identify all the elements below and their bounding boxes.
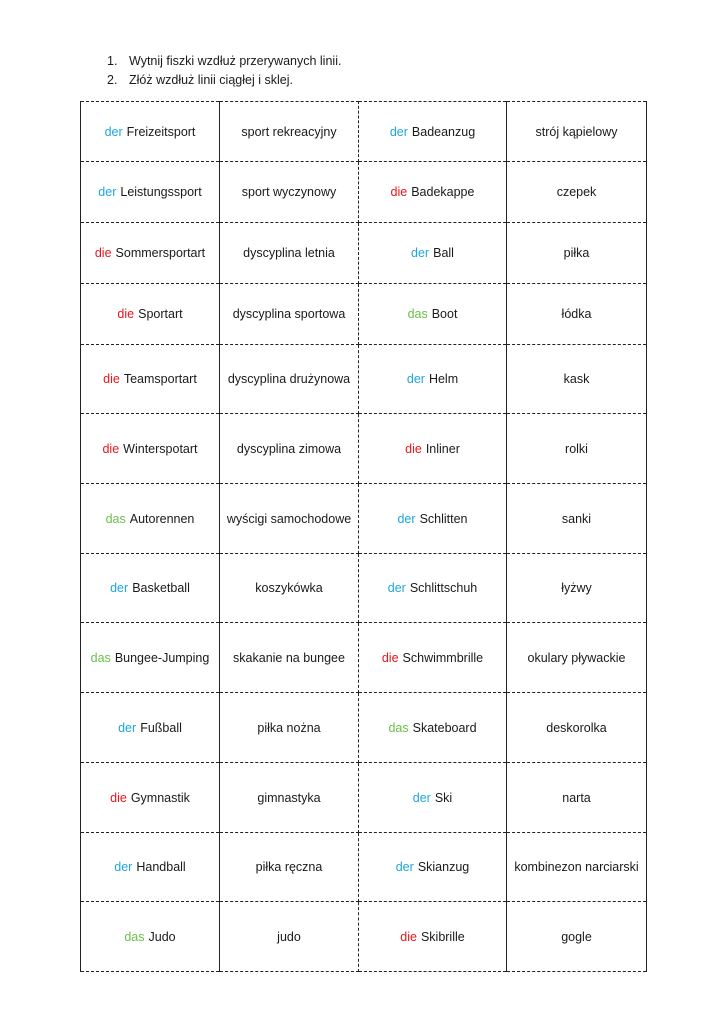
polish-translation-cell: gogle [507, 902, 647, 972]
polish-translation-cell: łyżwy [507, 554, 647, 623]
instruction-number: 2. [107, 73, 118, 87]
article-label: der [387, 581, 406, 595]
article-label: der [110, 581, 129, 595]
instruction-number: 1. [107, 54, 118, 68]
noun-label: Badeanzug [411, 124, 476, 139]
article-label: die [400, 929, 417, 944]
noun-label: Fußball [140, 720, 182, 735]
noun-label: Helm [428, 372, 459, 386]
noun-label: Skianzug [417, 860, 470, 874]
polish-translation-cell: czepek [507, 162, 647, 223]
instruction-item [107, 71, 341, 90]
noun-label: Handball [136, 860, 186, 874]
german-word-cell [81, 902, 220, 972]
noun-label: Judo [148, 929, 176, 944]
article-label: das [105, 511, 126, 526]
german-word-cell [359, 284, 507, 345]
flashcard-row [81, 162, 647, 223]
polish-translation-cell: kombinezon narciarski [507, 833, 647, 902]
german-word-cell [359, 902, 507, 972]
article-label: der [411, 246, 430, 260]
polish-translation-cell: dyscyplina letnia [220, 223, 359, 284]
polish-translation-cell: piłka [507, 223, 647, 284]
instruction-text: Złóż wzdłuż linii ciągłej i sklej. [129, 73, 293, 87]
noun-label: Gymnastik [130, 790, 190, 805]
polish-translation-cell: piłka nożna [220, 693, 359, 763]
noun-label: Winterspotart [123, 441, 198, 456]
german-word-cell [359, 623, 507, 693]
flashcard-row [81, 102, 647, 162]
flashcard-body [81, 102, 647, 972]
noun-label: Sommersportart [115, 246, 206, 260]
noun-label: Ski [434, 790, 453, 805]
german-word-cell [81, 554, 220, 623]
german-word-cell [359, 162, 507, 223]
flashcard-row [81, 693, 647, 763]
german-word-cell [81, 833, 220, 902]
polish-translation-cell: piłka ręczna [220, 833, 359, 902]
flashcard-row [81, 223, 647, 284]
polish-translation-cell: wyścigi samochodowe [220, 484, 359, 554]
flashcard-row [81, 902, 647, 972]
german-word-cell [81, 484, 220, 554]
polish-translation-cell: strój kąpielowy [507, 102, 647, 162]
flashcard-row [81, 554, 647, 623]
flashcard-row [81, 623, 647, 693]
noun-label: Inliner [425, 441, 460, 456]
german-word-cell [81, 102, 220, 162]
noun-label: Leistungssport [120, 185, 202, 199]
polish-translation-cell: deskorolka [507, 693, 647, 763]
flashcard-row [81, 284, 647, 345]
flashcard-row [81, 763, 647, 833]
article-label: der [98, 185, 117, 199]
flashcard-row [81, 345, 647, 414]
polish-translation-cell: dyscyplina sportowa [220, 284, 359, 345]
noun-label: Skateboard [412, 720, 477, 735]
noun-label: Teamsportart [123, 372, 197, 386]
noun-label: Basketball [132, 581, 190, 595]
article-label: der [395, 860, 414, 874]
polish-translation-cell: kask [507, 345, 647, 414]
article-label: der [118, 720, 137, 735]
polish-translation-cell: sanki [507, 484, 647, 554]
article-label: das [124, 929, 145, 944]
german-word-cell [81, 284, 220, 345]
german-word-cell [359, 833, 507, 902]
german-word-cell [81, 414, 220, 484]
article-label: der [397, 511, 416, 526]
polish-translation-cell: sport rekreacyjny [220, 102, 359, 162]
noun-label: Skibrille [420, 929, 465, 944]
article-label: der [114, 860, 133, 874]
noun-label: Ball [433, 246, 454, 260]
polish-translation-cell: łódka [507, 284, 647, 345]
article-label: der [389, 124, 408, 139]
noun-label: Badekappe [411, 185, 475, 199]
german-word-cell [359, 102, 507, 162]
article-label: die [381, 650, 399, 665]
polish-translation-cell: okulary pływackie [507, 623, 647, 693]
flashcard-table [80, 101, 647, 972]
polish-translation-cell: gimnastyka [220, 763, 359, 833]
article-label: die [390, 185, 408, 199]
german-word-cell [359, 763, 507, 833]
polish-translation-cell: dyscyplina drużynowa [220, 345, 359, 414]
noun-label: Schlittschuh [409, 581, 478, 595]
german-word-cell [359, 484, 507, 554]
flashcard-row [81, 833, 647, 902]
german-word-cell [81, 345, 220, 414]
german-word-cell [359, 345, 507, 414]
noun-label: Boot [431, 307, 458, 321]
polish-translation-cell: narta [507, 763, 647, 833]
noun-label: Schwimmbrille [402, 650, 484, 665]
article-label: das [407, 307, 428, 321]
article-label: die [94, 246, 112, 260]
noun-label: Freizeitsport [126, 124, 196, 139]
article-label: die [117, 307, 135, 321]
flashcard-row [81, 484, 647, 554]
article-label: der [406, 372, 425, 386]
article-label: die [110, 790, 127, 805]
article-label: die [102, 441, 120, 456]
noun-label: Autorennen [129, 511, 195, 526]
polish-translation-cell: judo [220, 902, 359, 972]
polish-translation-cell: skakanie na bungee [220, 623, 359, 693]
flashcard-row [81, 414, 647, 484]
polish-translation-cell: sport wyczynowy [220, 162, 359, 223]
article-label: das [90, 650, 111, 665]
polish-translation-cell: dyscyplina zimowa [220, 414, 359, 484]
german-word-cell [81, 162, 220, 223]
german-word-cell [81, 693, 220, 763]
german-word-cell [359, 414, 507, 484]
instruction-item [107, 52, 341, 71]
german-word-cell [359, 693, 507, 763]
instructions-list [107, 52, 341, 90]
german-word-cell [81, 763, 220, 833]
german-word-cell [359, 554, 507, 623]
article-label: die [405, 441, 422, 456]
noun-label: Bungee-Jumping [114, 650, 210, 665]
instruction-text: Wytnij fiszki wzdłuż przerywanych linii. [129, 54, 342, 68]
polish-translation-cell: rolki [507, 414, 647, 484]
article-label: der [412, 790, 431, 805]
polish-translation-cell: koszykówka [220, 554, 359, 623]
german-word-cell [81, 623, 220, 693]
german-word-cell [359, 223, 507, 284]
noun-label: Sportart [138, 307, 183, 321]
article-label: die [103, 372, 120, 386]
german-word-cell [81, 223, 220, 284]
article-label: der [104, 124, 123, 139]
noun-label: Schlitten [419, 511, 468, 526]
article-label: das [388, 720, 409, 735]
